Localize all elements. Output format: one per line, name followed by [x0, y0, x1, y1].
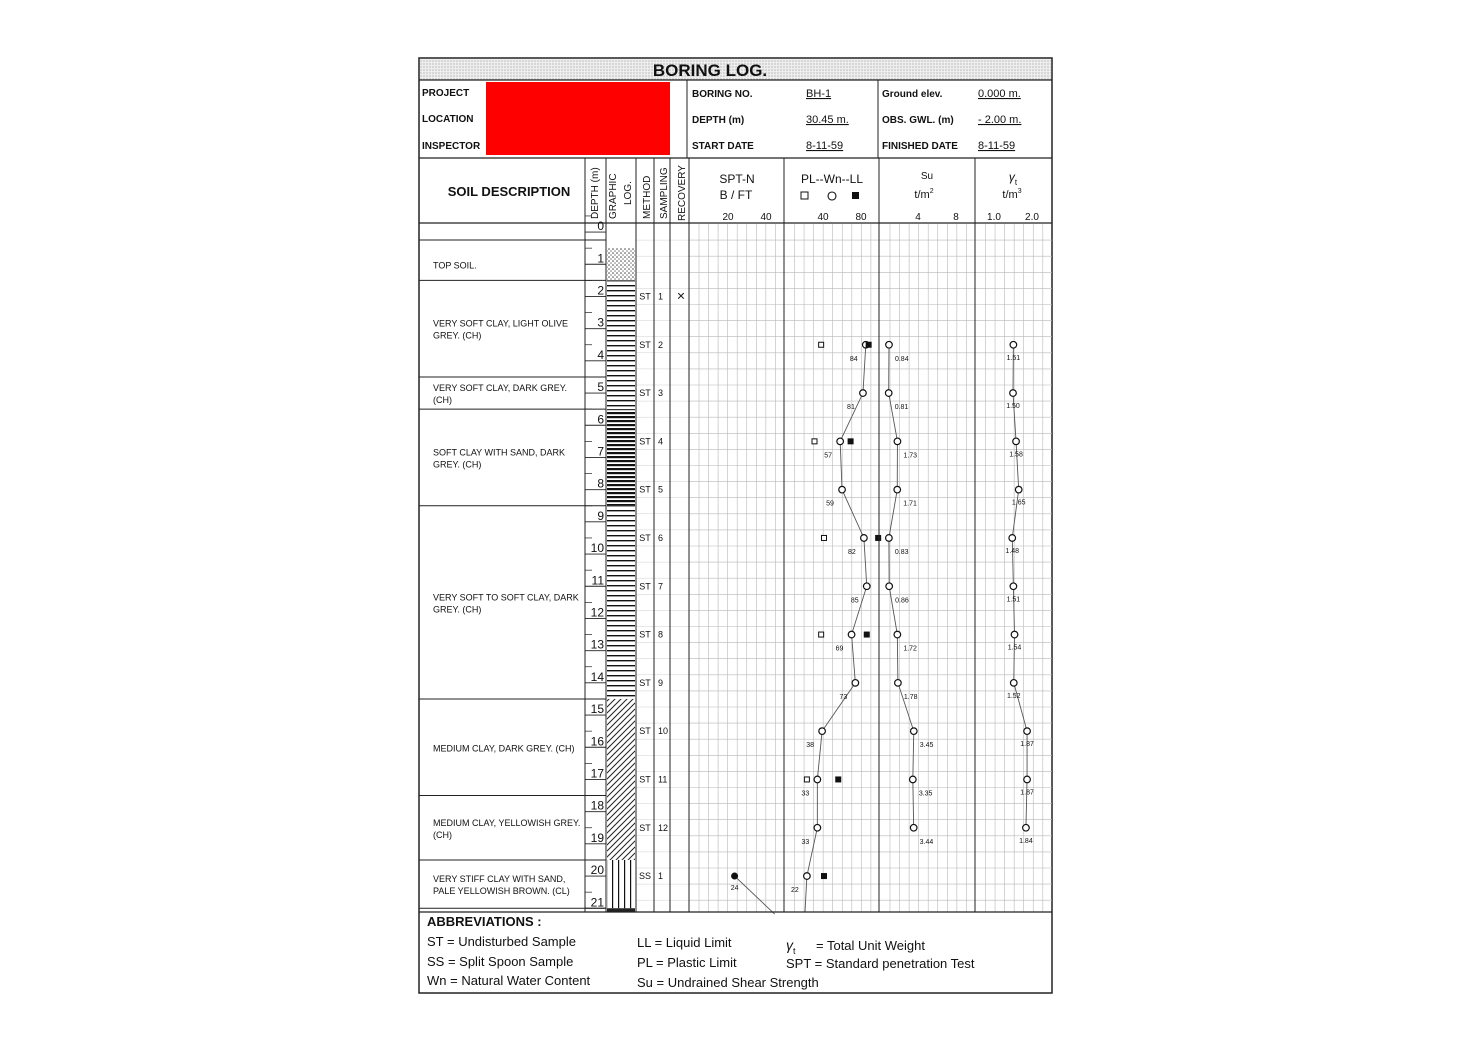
- su-point: [894, 438, 901, 445]
- method-column-header: METHOD: [642, 175, 653, 219]
- ll-point: [875, 535, 881, 541]
- abbr-spt: SPT = Standard penetration Test: [786, 956, 975, 971]
- unit-weight-point: [1011, 631, 1018, 638]
- gamma-header: $\gamma_t$: [1008, 170, 1018, 187]
- sample-method: ST: [639, 774, 651, 785]
- sample-method: ST: [639, 677, 651, 688]
- depth-value: 30.45 m.: [806, 114, 849, 126]
- sample-number: 1: [658, 871, 664, 882]
- depth-label: 15: [590, 702, 604, 717]
- wn-point: [863, 583, 870, 590]
- sample-number: 8: [658, 629, 664, 640]
- su-value-label: 3.45: [919, 742, 934, 750]
- unit-weight-value-label: 1.51: [1006, 354, 1021, 362]
- unit-weight-value-label: 1.52: [1006, 692, 1021, 700]
- depth-label: 3: [597, 315, 604, 330]
- abbreviations-title: ABBREVIATIONS :: [427, 914, 542, 929]
- wn-point: [861, 535, 868, 542]
- su-value-label: 3.44: [919, 838, 934, 846]
- unit-weight-point: [1010, 341, 1017, 348]
- spt-trend-line: [735, 876, 775, 914]
- abbr-gamma-symbol: $\gamma_t$: [786, 937, 796, 956]
- graphic-column-header: GRAPHIC: [608, 173, 619, 219]
- su-point: [910, 824, 917, 831]
- recovery-column-header: RECOVERY: [677, 165, 688, 221]
- pl-point: [819, 632, 824, 637]
- sample-number: 9: [658, 677, 664, 688]
- graphic-log-layer: [607, 409, 635, 506]
- depth-label: 13: [590, 637, 604, 652]
- su-value-label: 1.72: [903, 645, 917, 653]
- depth-label: 21: [590, 895, 604, 910]
- ll-legend-square: [852, 192, 859, 199]
- wn-value-label: 85: [850, 597, 859, 605]
- su-value-label: 0.84: [894, 355, 909, 363]
- sample-number: 3: [658, 388, 664, 399]
- depth-label: 7: [597, 444, 604, 459]
- layer-description: PALE YELLOWISH BROWN. (CL): [433, 886, 570, 897]
- su-tick-8: 8: [953, 212, 959, 223]
- unit-weight-point: [1024, 728, 1031, 735]
- depth-label: 2: [597, 283, 604, 298]
- su-point: [910, 776, 917, 783]
- soil-description-header: SOIL DESCRIPTION: [447, 184, 571, 199]
- layer-description: GREY. (CH): [433, 330, 482, 341]
- unit-weight-point: [1009, 535, 1016, 542]
- sample-method: ST: [639, 822, 651, 833]
- unit-weight-point: [1010, 583, 1017, 590]
- wc-tick-80: 80: [855, 212, 867, 223]
- wn-point: [839, 486, 846, 493]
- wn-point: [837, 438, 844, 445]
- abbr-ll: LL = Liquid Limit: [637, 935, 732, 950]
- spt-tick-40: 40: [760, 212, 772, 223]
- depth-label: 20: [590, 863, 604, 878]
- sample-number: 10: [658, 726, 669, 737]
- unit-weight-value-label: 1.84: [1019, 837, 1033, 845]
- redacted-project-block: [486, 82, 670, 155]
- su-header: Su: [920, 171, 934, 182]
- pl-point: [822, 535, 827, 540]
- wn-value-label: 59: [826, 500, 834, 508]
- ground-elev-label: Ground elev.: [882, 89, 943, 100]
- su-point: [894, 486, 901, 493]
- abbr-gamma: = Total Unit Weight: [816, 938, 925, 953]
- su-point: [886, 535, 893, 542]
- su-unit: $t/m^2$: [914, 188, 934, 201]
- su-point: [910, 728, 917, 735]
- plwnll-header: PL--Wn--LL: [800, 172, 864, 186]
- sample-method: ST: [639, 726, 651, 737]
- su-point: [885, 390, 892, 397]
- wn-value-label: 84: [849, 355, 858, 363]
- sample-number: 12: [658, 822, 669, 833]
- sample-number: 5: [658, 484, 664, 495]
- su-value-label: 1.73: [903, 452, 918, 460]
- su-point: [894, 631, 901, 638]
- su-value-label: 3.35: [918, 790, 933, 798]
- wn-value-label: 81: [847, 404, 855, 412]
- depth-column-header: DEPTH (m): [590, 167, 601, 219]
- obs-gwl-value: - 2.00 m.: [978, 114, 1022, 126]
- su-point: [895, 680, 902, 687]
- layer-description: VERY SOFT CLAY, DARK GREY.: [433, 383, 568, 394]
- ll-point: [848, 438, 854, 444]
- graphic-log-layer: [607, 248, 635, 280]
- depth-label: 0: [597, 219, 604, 234]
- su-value-label: 0.81: [894, 404, 909, 412]
- graphic-log-layer: [607, 377, 635, 409]
- layer-description: MEDIUM CLAY, YELLOWISH GREY.: [433, 817, 581, 828]
- wn-value-label: 33: [801, 838, 810, 846]
- depth-label: 14: [590, 669, 604, 684]
- su-value-label: 0.83: [894, 548, 909, 556]
- unit-weight-value-label: 1.65: [1011, 499, 1026, 507]
- wn-value-label: 57: [824, 452, 833, 460]
- wn-value-label: 82: [848, 548, 856, 556]
- start-date-label: START DATE: [692, 141, 754, 152]
- depth-label: 8: [597, 476, 604, 491]
- sample-number: 11: [658, 774, 668, 785]
- wc-tick-40: 40: [817, 212, 829, 223]
- spt-unit: B / FT: [719, 188, 753, 202]
- layer-description: TOP SOIL.: [433, 260, 477, 271]
- layer-description: GREY. (CH): [433, 459, 482, 470]
- obs-gwl-label: OBS. GWL. (m): [882, 115, 954, 126]
- project-label: PROJECT: [422, 88, 470, 99]
- sample-number: 6: [658, 532, 664, 543]
- spt-value-label: 24: [730, 885, 739, 893]
- chart-plots: [731, 341, 1034, 914]
- ground-elev-value: 0.000 m.: [978, 88, 1021, 100]
- depth-label: 5: [597, 380, 604, 395]
- spt-point: [731, 873, 738, 880]
- layer-description: MEDIUM CLAY, DARK GREY. (CH): [433, 743, 575, 754]
- layer-description: VERY SOFT CLAY, LIGHT OLIVE: [433, 318, 569, 329]
- wn-value-label: 73: [839, 693, 848, 701]
- sample-column: [639, 287, 685, 881]
- su-value-label: 0.86: [895, 597, 909, 605]
- depth-label: 19: [590, 830, 604, 845]
- depth-label: 16: [590, 734, 604, 749]
- gamma-tick-1: 1.0: [987, 212, 1001, 223]
- depth-label: DEPTH (m): [692, 115, 745, 126]
- pl-legend-square: [801, 192, 808, 199]
- depth-label: 9: [597, 508, 604, 523]
- wn-tail-line: [805, 876, 807, 912]
- graphic-log-layer: [607, 860, 635, 908]
- pl-point: [812, 439, 817, 444]
- graphic-log-layer: [607, 280, 635, 377]
- unit-weight-point: [1015, 486, 1022, 493]
- layer-description: VERY STIFF CLAY WITH SAND,: [433, 874, 566, 885]
- layer-description: SOFT CLAY WITH SAND, DARK: [433, 447, 566, 458]
- depth-label: 6: [597, 412, 604, 427]
- ll-point: [835, 776, 841, 782]
- spt-header: SPT-N: [719, 172, 755, 186]
- su-point: [886, 341, 893, 348]
- gamma-tick-2: 2.0: [1025, 212, 1039, 223]
- sample-number: 7: [658, 581, 664, 592]
- recovery-mark: ×: [676, 287, 686, 304]
- gamma-unit: $t/m^3$: [1002, 188, 1022, 201]
- wn-value-label: 69: [835, 645, 844, 653]
- su-value-label: 1.71: [903, 500, 917, 508]
- sample-method: ST: [639, 532, 651, 543]
- unit-weight-value-label: 1.58: [1009, 451, 1023, 459]
- abbr-wn: Wn = Natural Water Content: [427, 973, 591, 988]
- depth-label: 1: [597, 251, 604, 266]
- su-tick-4: 4: [915, 212, 921, 223]
- wn-point: [848, 631, 855, 638]
- graphic-log-layer: [607, 796, 635, 860]
- unit-weight-point: [1013, 438, 1020, 445]
- pl-point: [804, 777, 809, 782]
- unit-weight-value-label: 1.50: [1006, 403, 1020, 411]
- chart-grid: [636, 224, 1052, 912]
- inspector-label: INSPECTOR: [422, 141, 481, 152]
- unit-weight-value-label: 1.87: [1020, 789, 1034, 797]
- sample-method: SS: [638, 871, 652, 882]
- wn-legend-circle: [828, 192, 836, 200]
- depth-label: 11: [591, 573, 604, 588]
- sample-number: 4: [658, 436, 664, 447]
- wn-point: [814, 824, 821, 831]
- unit-weight-point: [1024, 776, 1031, 783]
- unit-weight-point: [1010, 680, 1017, 687]
- abbr-ss: SS = Split Spoon Sample: [427, 954, 574, 969]
- graphic-log-layer: [607, 506, 635, 699]
- boring-no-label: BORING NO.: [692, 89, 753, 100]
- su-point: [886, 583, 893, 590]
- abbr-su: Su = Undrained Shear Strength: [637, 975, 819, 990]
- pl-point: [819, 342, 824, 347]
- wn-value-label: 38: [806, 742, 814, 750]
- ll-point: [866, 342, 872, 348]
- ll-point: [864, 632, 870, 638]
- wn-point: [814, 776, 821, 783]
- layer-description: (CH): [433, 829, 452, 840]
- sample-number: 2: [658, 339, 664, 350]
- location-label: LOCATION: [422, 114, 474, 125]
- depth-label: 17: [590, 766, 604, 781]
- unit-weight-value-label: 1.87: [1020, 741, 1034, 749]
- log-title: BORING LOG.: [652, 61, 768, 80]
- depth-label: 10: [590, 541, 604, 556]
- abbr-st: ST = Undisturbed Sample: [427, 934, 576, 949]
- graphic-log-column-header: LOG.: [623, 181, 634, 205]
- unit-weight-value-label: 1.54: [1007, 644, 1022, 652]
- unit-weight-point: [1023, 824, 1030, 831]
- start-date-value: 8-11-59: [806, 140, 844, 152]
- unit-weight-value-label: 1.51: [1006, 596, 1021, 604]
- layer-description: GREY. (CH): [433, 604, 482, 615]
- sample-method: ST: [639, 436, 651, 447]
- ll-point: [821, 873, 827, 879]
- layer-description: (CH): [433, 395, 452, 406]
- layer-description: VERY SOFT TO SOFT CLAY, DARK: [433, 592, 579, 603]
- wn-point: [852, 680, 859, 687]
- sample-method: ST: [639, 629, 651, 640]
- graphic-log-layer: [607, 699, 635, 796]
- abbr-pl: PL = Plastic Limit: [637, 955, 737, 970]
- depth-label: 12: [590, 605, 604, 620]
- unit-weight-point: [1010, 390, 1017, 397]
- spt-tick-20: 20: [722, 212, 734, 223]
- wn-point: [860, 390, 867, 397]
- finished-date-label: FINISHED DATE: [882, 141, 958, 152]
- sample-method: ST: [639, 484, 651, 495]
- depth-label: 4: [597, 347, 604, 362]
- depth-label: 18: [590, 798, 604, 813]
- sample-method: ST: [639, 388, 651, 399]
- wn-value-label: 22: [791, 887, 799, 895]
- finished-date-value: 8-11-59: [978, 140, 1016, 152]
- sample-method: ST: [639, 291, 651, 302]
- wn-value-label: 33: [801, 790, 810, 798]
- depth-scale: [585, 216, 606, 909]
- sample-method: ST: [639, 581, 651, 592]
- sampling-column-header: SAMPLING: [659, 167, 670, 219]
- sample-method: ST: [639, 339, 651, 350]
- boring-no-value: BH-1: [806, 88, 832, 100]
- su-value-label: 1.78: [903, 693, 918, 701]
- sample-number: 1: [658, 291, 664, 302]
- unit-weight-value-label: 1.48: [1005, 547, 1020, 555]
- wn-point: [804, 873, 811, 880]
- wn-point: [819, 728, 826, 735]
